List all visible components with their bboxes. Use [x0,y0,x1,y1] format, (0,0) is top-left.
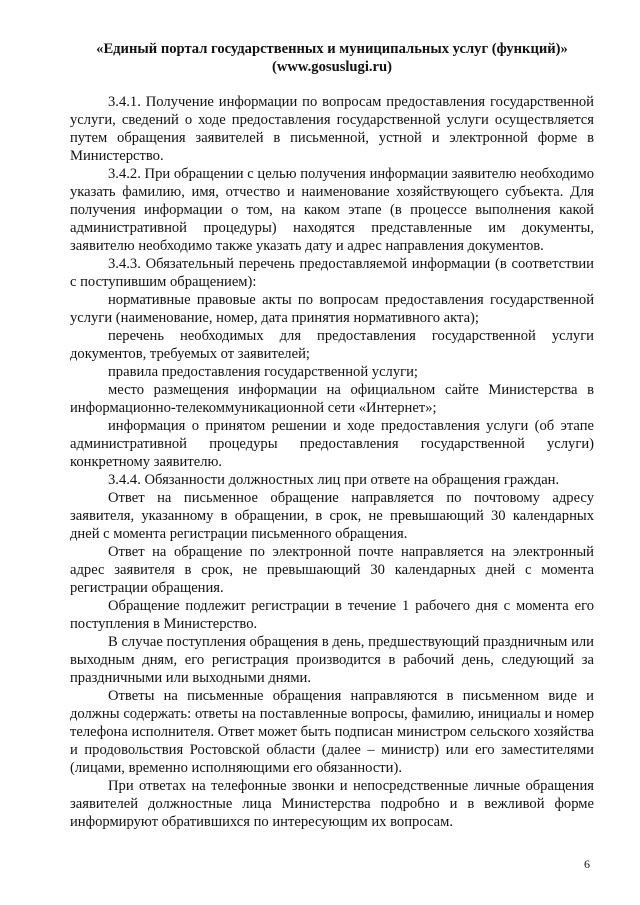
header-line-1: «Единый портал государственных и муниципальных услуг (функций)» [96,41,568,57]
list-item-rules: правила предоставления государственной услуги; [108,364,418,380]
document-body [70,93,594,831]
list-item-normative-acts: нормативные правовые акты по вопросам предоставления государственной услуги (наименование, номер, дата принятия нормативного акта); [70,292,594,326]
paragraph-written-reply: Ответ на письменное обращение направляется по почтовому адресу заявителя, указанному в обращении, в срок, не превышающий 30 календарных дней с момента регистрации письменного обращения. [70,490,594,542]
paragraph-3-4-3: 3.4.3. Обязательный перечень предоставляемой информации (в соответствии с поступившим обращением): [70,256,594,290]
paragraph-registration: Обращение подлежит регистрации в течение 1 рабочего дня с момента его поступления в Министерство. [70,598,594,632]
paragraph-phone-calls: При ответах на телефонные звонки и непосредственные личные обращения заявителей должностные лица Министерства подробно и в вежливой форме информируют обратившихся по интересующим их вопросам. [70,778,594,830]
list-item-decision-info: информация о принятом решении и ходе предоставления услуги (об этапе административной процедуры предоставления государственной услуги) конкретному заявителю. [70,418,594,470]
paragraph-3-4-4: 3.4.4. Обязанности должностных лиц при ответе на обращения граждан. [108,472,560,488]
paragraph-3-4-2: 3.4.2. При обращении с целью получения информации заявителю необходимо указать фамилию, имя, отчество и наименование хозяйствующего субъекта. Для получения информации о том, на каком этапе (в процессе выполнения какой административной процедуры) находятся представленные им документы, заявителю необходимо также указать дату и адрес направления документов. [70,166,594,254]
paragraph-reply-contents: Ответы на письменные обращения направляются в письменном виде и должны содержать: ответы на поставленные вопросы, фамилию, инициалы и номер телефона исполнителя. Ответ может быть подписан министром сельского хозяйства и продовольствия Ростовской области (далее – министр) или его заместителями (лицами, временно исполняющими его обязанности). [70,688,594,776]
list-item-website: место размещения информации на официальном сайте Министерства в информационно-телекоммуникационной сети «Интернет»; [70,382,594,416]
paragraph-holidays: В случае поступления обращения в день, предшествующий праздничным или выходным дням, его регистрация производится в рабочий день, следующий за праздничными или выходными днями. [70,634,594,686]
paragraph-email-reply: Ответ на обращение по электронной почте направляется на электронный адрес заявителя в срок, не превышающий 30 календарных дней с момента регистрации обращения. [70,544,594,596]
page-header [70,40,594,76]
header-line-2: (www.gosuslugi.ru) [271,59,392,75]
list-item-documents: перечень необходимых для предоставления государственной услуги документов, требуемых от заявителей; [70,328,594,362]
page-number: 6 [584,857,590,871]
paragraph-3-4-1: 3.4.1. Получение информации по вопросам предоставления государственной услуги, сведений о ходе предоставления государственной услуги осуществляется путем обращения заявителей в письменной, устной и электронной форме в Министерство. [70,94,594,164]
